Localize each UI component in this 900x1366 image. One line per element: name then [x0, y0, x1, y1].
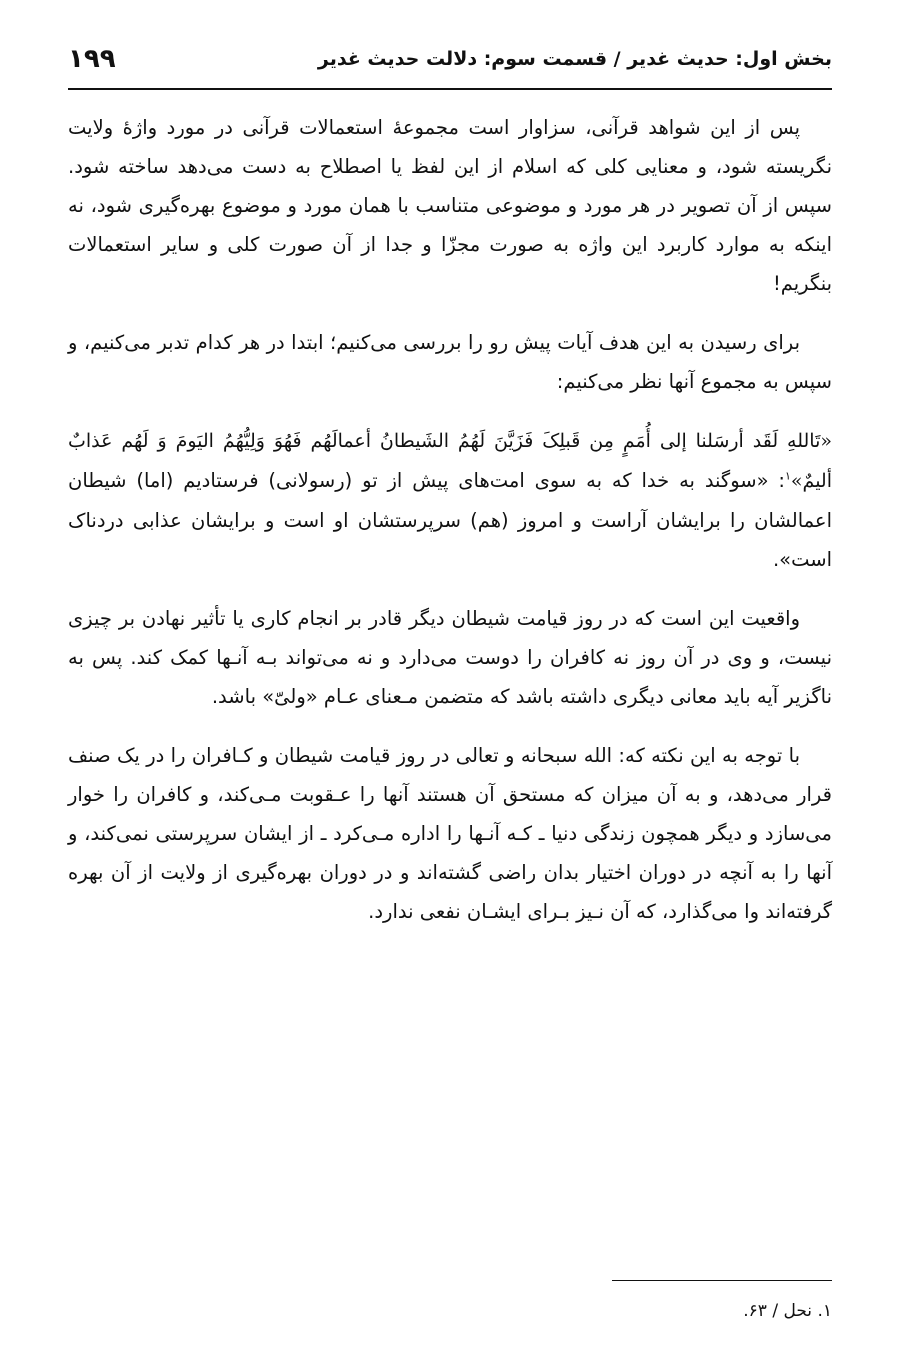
- page-number: ۱۹۹: [68, 44, 116, 74]
- footnote-rule: [612, 1280, 832, 1281]
- paragraph: پس از این شواهد قرآنی، سزاوار است مجموعهٔ استعمالات قرآنی در مورد واژهٔ ولایت نگریسته شود، و معنایی کلی که اسلام از این لفظ یا اصطلاح به دست می‌دهد ساخته شود. سپس از آن تصویر در هر مورد و موضوعی متناسب با همان مورد و موضوع بهره‌گیری شود، نه اینکه به موارد کاربرد این واژه به صورت مجزّا و جدا از آن صورت کلی و سایر استعمالات بنگریم!: [68, 116, 832, 295]
- header-rule: [68, 88, 832, 90]
- quran-verse: «تَاللهِ لَقَد أرسَلنا إلى أُمَمٍ مِن قَبلِکَ فَزَيَّنَ لَهُمُ الشَيطانُ أعمالَهُم فَهُوَ وَلِيُّهُمُ اليَومَ وَ لَهُم عَذابٌ أليمٌ»: [68, 430, 832, 492]
- verse-paragraph: [68, 421, 832, 579]
- page-header: [68, 36, 832, 82]
- paragraph: برای رسیدن به این هدف آیات پیش رو را بررسی می‌کنیم؛ ابتدا در هر کدام تدبر می‌کنیم، و سپس به مجموع آنها نظر می‌کنیم:: [68, 331, 832, 393]
- paragraph: با توجه به این نکته که: الله سبحانه و تعالی در روز قیامت شیطان و کـافران را در یک صنف قرار می‌دهد، و به آن میزان که مستحق آن هستند آنها را عـقوبت مـی‌کند، و کافران را خوار می‌سازد و دیگر همچون زندگی دنیا ـ کـه آنـها را اداره مـی‌کرد ـ از ایشان سرپرستی نمی‌کند، و آنها را به آنچه در دوران اختیار بدان راضی گشته‌اند و در دوران بهره‌گیری از ولایت از آن بهره گرفته‌اند وا می‌گذارد، که آن نـیز بـرای ایشـان نفعی ندارد.: [68, 744, 832, 923]
- paragraph: واقعیت این است که در روز قیامت شیطان دیگر قادر بر انجام کاری یا تأثیر نهادن بر چیزی نیست، و وی در آن روز نه کافران را دوست می‌دارد و نه می‌تواند بـه آنـها کمک کند. پس به ناگزیر آیه باید معانی دیگری داشته باشد که متضمن مـعنای عـام «ولیّ» باشد.: [68, 607, 832, 708]
- body-text: [68, 108, 832, 951]
- running-head: بخش اول: حدیث غدیر / قسمت سوم: دلالت حدیث غدیر: [317, 48, 832, 70]
- footnote: ۱. نحل / ۶۳.: [743, 1301, 832, 1321]
- footnote-reference: ۱: [785, 469, 791, 483]
- verse-translation: : «سوگند به خدا که به سوی امت‌های پیش از تو (رسولانی) فرستادیم (اما) شیطان اعمالشان را برایشان آراست و امروز (هم) سرپرستشان او است و برایشان عذابی دردناک است».: [68, 469, 832, 571]
